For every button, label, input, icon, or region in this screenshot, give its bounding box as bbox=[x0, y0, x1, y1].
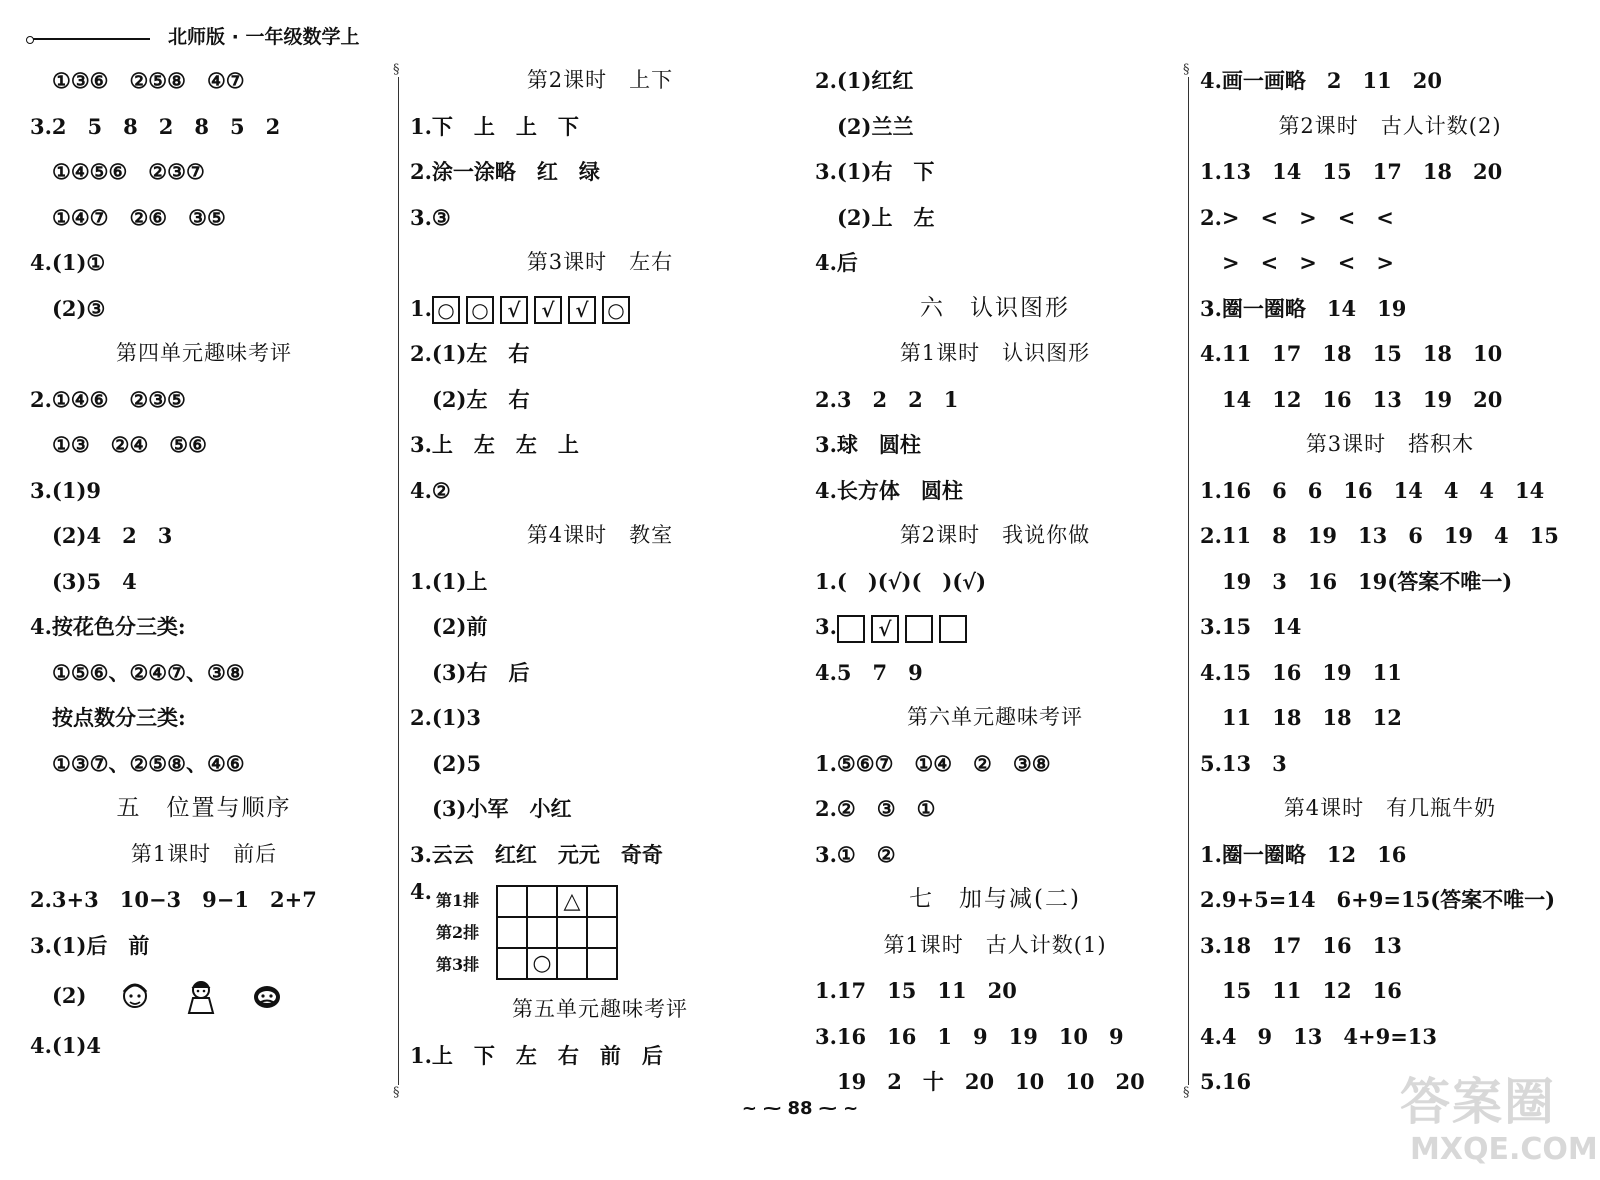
seat-cell bbox=[528, 887, 558, 918]
answer-row: 2.涂一涂略 红 绿 bbox=[410, 159, 600, 184]
seat-cell bbox=[558, 949, 588, 980]
unit-heading: 五 位置与顺序 bbox=[116, 795, 292, 821]
lesson-heading: 第五单元趣味考评 bbox=[512, 997, 688, 1021]
answer-row: 4.(1)4 bbox=[30, 1033, 102, 1058]
answer-row: 2.3 2 2 1 bbox=[815, 386, 959, 412]
lesson-heading: 第四单元趣味考评 bbox=[116, 341, 292, 365]
answer-row: (2)兰兰 bbox=[837, 113, 914, 139]
answer-row: ①③⑦、②⑤⑧、④⑥ bbox=[52, 750, 245, 776]
row-label: 第2排 bbox=[436, 923, 480, 942]
answer-row: 4.画一画略 2 11 20 bbox=[1200, 68, 1442, 93]
seat-cell bbox=[528, 918, 558, 949]
answer-box: ○ bbox=[602, 296, 630, 324]
answer-row: 3.③ bbox=[410, 204, 451, 230]
answer-row: 19 2 十 20 10 10 20 bbox=[837, 1069, 1145, 1094]
lesson-heading: 第3课时 左右 bbox=[526, 250, 674, 274]
answer-row: 3.球 圆柱 bbox=[815, 432, 921, 457]
seat-cell bbox=[498, 918, 528, 949]
lesson-heading: 第2课时 上下 bbox=[526, 68, 674, 92]
row-labels bbox=[436, 885, 479, 981]
answer-box: √ bbox=[500, 296, 528, 324]
answer-row: 2.11 8 19 13 6 19 4 15 bbox=[1200, 523, 1559, 548]
answer-row: (3)小军 小红 bbox=[432, 796, 572, 821]
lesson-heading: 第六单元趣味考评 bbox=[907, 705, 1083, 729]
answer-row-boxes bbox=[815, 604, 1175, 650]
answer-box: ○ bbox=[432, 296, 460, 324]
seat-cell bbox=[498, 949, 528, 980]
answer-row: 1.17 15 11 20 bbox=[815, 978, 1017, 1003]
grandpa-face-icon bbox=[250, 978, 284, 1014]
page-number-ornament-left: ~ ⁓ bbox=[741, 1098, 788, 1119]
answer-row: 2.(1)左 右 bbox=[410, 341, 530, 366]
answer-row: 3.上 左 左 上 bbox=[410, 432, 579, 457]
seat-cell bbox=[558, 918, 588, 949]
answer-row: 2.9+5=14 6+9=15(答案不唯一) bbox=[1200, 887, 1556, 912]
watermark-logo bbox=[1400, 1062, 1598, 1172]
answer-row: 1.16 6 6 16 14 4 4 14 bbox=[1200, 477, 1545, 503]
answer-box: √ bbox=[871, 615, 899, 643]
seat-grid bbox=[496, 885, 618, 980]
answer-row: 4.后 bbox=[815, 250, 858, 275]
answer-row: 4.长方体 圆柱 bbox=[815, 477, 963, 503]
lesson-heading: 第1课时 认识图形 bbox=[899, 341, 1091, 365]
answer-row: 19 3 16 19(答案不唯一) bbox=[1222, 568, 1513, 594]
seat-cell bbox=[498, 887, 528, 918]
unit-heading: 七 加与减(二) bbox=[909, 886, 1081, 912]
page-number-value: 88 bbox=[787, 1098, 813, 1119]
watermark-url: MXQE.COM bbox=[1410, 1132, 1598, 1167]
seat-grid-question bbox=[410, 877, 790, 987]
answer-row: 15 11 12 16 bbox=[1222, 978, 1402, 1003]
boy-face-icon bbox=[118, 978, 152, 1014]
answer-row: 2.> < > < < bbox=[1200, 204, 1394, 230]
answer-row: (2)5 bbox=[432, 750, 482, 776]
answer-box bbox=[939, 615, 967, 643]
answer-row: 3.2 5 8 2 8 5 2 bbox=[30, 113, 281, 139]
column-divider-right bbox=[1188, 70, 1189, 1090]
answer-box: √ bbox=[568, 296, 596, 324]
answer-row: 1.13 14 15 17 18 20 bbox=[1200, 159, 1503, 184]
seat-cell bbox=[588, 918, 618, 949]
seat-cell bbox=[588, 887, 618, 918]
answer-row: 4.15 16 19 11 bbox=[1200, 659, 1402, 685]
answer-row: ①⑤⑥、②④⑦、③⑧ bbox=[52, 659, 245, 685]
answer-row: (2)左 右 bbox=[432, 386, 530, 412]
answer-box bbox=[905, 615, 933, 643]
unit-heading: 六 认识图形 bbox=[920, 294, 1070, 321]
answer-row: 11 18 18 12 bbox=[1222, 705, 1402, 730]
answer-row: 4.5 7 9 bbox=[815, 659, 923, 685]
answer-row: 4.② bbox=[410, 477, 451, 503]
answer-box: ○ bbox=[466, 296, 494, 324]
answer-row: 4.4 9 13 4+9=13 bbox=[1200, 1023, 1438, 1049]
answer-row: 1.上 下 左 右 前 后 bbox=[410, 1042, 663, 1068]
answer-box: √ bbox=[534, 296, 562, 324]
question-number: 3. bbox=[815, 614, 837, 639]
answer-row: (3)5 4 bbox=[52, 568, 137, 594]
seat-cell bbox=[588, 949, 618, 980]
lesson-heading: 第3课时 搭积木 bbox=[1305, 432, 1475, 456]
question-number: 4. bbox=[410, 879, 432, 904]
answer-row: > < > < > bbox=[1222, 250, 1394, 275]
answer-row: 3.圈一圈略 14 19 bbox=[1200, 295, 1407, 321]
answer-column-4 bbox=[1200, 58, 1580, 1108]
row-label: 第1排 bbox=[436, 891, 480, 910]
answer-row: 1.⑤⑥⑦ ①④ ② ③⑧ bbox=[815, 750, 1051, 776]
answer-row: (2)前 bbox=[432, 614, 488, 639]
answer-row: 2.② ③ ① bbox=[815, 796, 936, 821]
answer-column-3 bbox=[815, 58, 1175, 1108]
answer-row: 3.(1)右 下 bbox=[815, 159, 935, 184]
answer-row: ①④⑤⑥ ②③⑦ bbox=[52, 159, 205, 184]
lesson-heading: 第1课时 前后 bbox=[130, 841, 278, 866]
answer-row: 2.(1)3 bbox=[410, 705, 482, 730]
answer-row: (3)右 后 bbox=[432, 659, 530, 685]
answer-row: 4.(1)① bbox=[30, 250, 106, 275]
seat-cell: ○ bbox=[528, 949, 558, 980]
answer-row: 5.13 3 bbox=[1200, 750, 1287, 776]
answer-row: 1.(1)上 bbox=[410, 568, 488, 594]
answer-column-1 bbox=[30, 58, 378, 1108]
sub-question-number: (2) bbox=[52, 983, 87, 1008]
answer-row: ①③ ②④ ⑤⑥ bbox=[52, 432, 207, 457]
answer-row-boxes bbox=[410, 286, 790, 332]
answer-row: 按点数分三类: bbox=[52, 705, 186, 730]
answer-row: 3.15 14 bbox=[1200, 614, 1302, 639]
girl-figure-icon bbox=[184, 978, 218, 1014]
column-divider-left bbox=[398, 70, 399, 1090]
page-number bbox=[720, 1098, 880, 1119]
watermark-text: 答案圈 bbox=[1400, 1073, 1556, 1131]
answer-row: 4.按花色分三类: bbox=[30, 614, 186, 639]
lesson-heading: 第4课时 教室 bbox=[526, 523, 674, 547]
answer-row: 3.云云 红红 元元 奇奇 bbox=[410, 841, 663, 867]
question-number: 1. bbox=[410, 295, 432, 321]
answer-row: 1.下 上 上 下 bbox=[410, 113, 579, 139]
page-header bbox=[30, 20, 370, 50]
answer-row: 2.3+3 10−3 9−1 2+7 bbox=[30, 887, 317, 912]
answer-row: 2.(1)红红 bbox=[815, 68, 914, 93]
answer-row: (2)③ bbox=[52, 295, 106, 321]
answer-row: 2.①④⑥ ②③⑤ bbox=[30, 386, 186, 412]
page-number-ornament-right: ⁓ ~ bbox=[818, 1098, 859, 1119]
answer-boxes bbox=[837, 615, 967, 643]
lesson-heading: 第4课时 有几瓶牛奶 bbox=[1283, 796, 1497, 820]
lesson-heading: 第2课时 我说你做 bbox=[899, 523, 1091, 547]
lesson-heading: 第1课时 古人计数(1) bbox=[883, 932, 1107, 957]
answer-row: 5.16 bbox=[1200, 1069, 1252, 1094]
answer-row: 4.11 17 18 15 18 10 bbox=[1200, 341, 1503, 366]
answer-row: 3.(1)后 前 bbox=[30, 932, 150, 958]
answer-row: 3.(1)9 bbox=[30, 477, 102, 503]
answer-row: (2)4 2 3 bbox=[52, 523, 173, 548]
answer-row: 14 12 16 13 19 20 bbox=[1222, 386, 1503, 412]
answer-row-faces bbox=[30, 968, 378, 1023]
lesson-heading: 第2课时 古人计数(2) bbox=[1278, 113, 1502, 138]
answer-row: (2)上 左 bbox=[837, 204, 935, 230]
row-label: 第3排 bbox=[436, 955, 480, 974]
seat-cell: △ bbox=[558, 887, 588, 918]
answer-box bbox=[837, 615, 865, 643]
answer-row: ①③⑥ ②⑤⑧ ④⑦ bbox=[52, 68, 245, 93]
answer-boxes bbox=[432, 296, 630, 324]
answer-row: 1.圈一圈略 12 16 bbox=[1200, 841, 1407, 867]
answer-row: ①④⑦ ②⑥ ③⑤ bbox=[52, 204, 226, 230]
header-rule bbox=[30, 38, 150, 40]
answer-column-2 bbox=[410, 58, 790, 1108]
answer-row: 1.( )(√)( )(√) bbox=[815, 568, 987, 594]
answer-row: 3.① ② bbox=[815, 841, 896, 867]
answer-row: 3.16 16 1 9 19 10 9 bbox=[815, 1023, 1124, 1049]
header-title: 北师版 · 一年级数学上 bbox=[168, 26, 360, 48]
answer-row: 3.18 17 16 13 bbox=[1200, 932, 1402, 958]
